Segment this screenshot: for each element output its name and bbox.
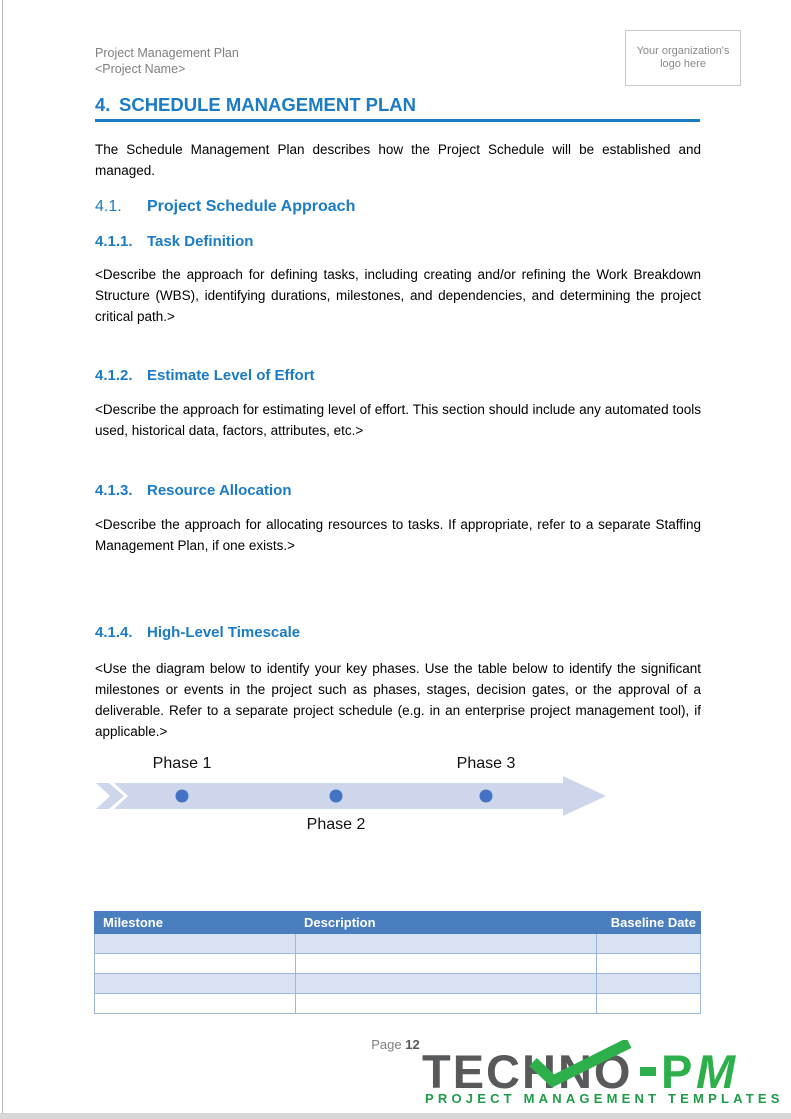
logo-wordmark-gray: TECHNO: [422, 1045, 633, 1092]
page-edge-line: [2, 0, 3, 1119]
timeline-dot: [330, 790, 343, 803]
table-row: [95, 954, 701, 974]
table-row: [95, 934, 701, 954]
heading-title: Task Definition: [147, 233, 254, 250]
heading-title: SCHEDULE MANAGEMENT PLAN: [119, 94, 417, 115]
table-header-milestone: Milestone: [95, 912, 296, 934]
heading-number: 4.1.3.: [95, 482, 133, 499]
subsection-heading-4-1: [95, 197, 355, 217]
logo-letter-p: P: [661, 1045, 693, 1092]
phase-label: Phase 3: [456, 755, 516, 772]
section-heading: [95, 92, 700, 122]
subsection-heading-4-1-3: [95, 481, 291, 500]
heading-number: 4.1.1.: [95, 233, 133, 250]
heading-number: 4.1.4.: [95, 624, 133, 641]
phase-label: Phase 2: [306, 816, 366, 833]
table-cell[interactable]: [597, 954, 701, 974]
table-cell[interactable]: [597, 974, 701, 994]
heading-title: Project Schedule Approach: [147, 198, 356, 215]
page-label: Page: [371, 1037, 402, 1052]
heading-title: Estimate Level of Effort: [147, 367, 315, 384]
table-cell[interactable]: [296, 974, 597, 994]
header-doc-title: Project Management Plan: [95, 46, 239, 60]
body-paragraph: <Use the diagram below to identify your key phases. Use the table below to identify the significant milestones or events in the project such as phases, stages, decision gates, or the approval of a deliverable. Refer to a separate project schedule (e.g. in an enterprise project management tool), if applicable.>: [95, 661, 701, 739]
logo-letter-m: M: [696, 1045, 736, 1092]
table-cell[interactable]: [296, 994, 597, 1014]
timeline-dot: [176, 790, 189, 803]
heading-number: 4.1.2.: [95, 367, 133, 384]
table-cell[interactable]: [597, 994, 701, 1014]
table-row: [95, 974, 701, 994]
milestone-table: [94, 911, 701, 1014]
logo-placeholder-text: Your organization's logo here: [636, 44, 730, 70]
intro-paragraph: The Schedule Management Plan describes how the Project Schedule will be established and managed.: [95, 142, 701, 178]
phase-label: Phase 1: [152, 755, 212, 772]
table-header-baseline-date: Baseline Date: [597, 912, 701, 934]
table-cell[interactable]: [95, 994, 296, 1014]
header-project-name: <Project Name>: [95, 62, 186, 76]
heading-title: Resource Allocation: [147, 482, 292, 499]
subsection-heading-4-1-1: [95, 232, 253, 251]
running-header: [95, 45, 239, 77]
body-paragraph: <Describe the approach for estimating level of effort. This section should include any automated tools used, historical data, factors, attributes, etc.>: [95, 402, 701, 438]
footer-logo: [420, 1040, 780, 1092]
table-row: [95, 994, 701, 1014]
table-cell[interactable]: [95, 954, 296, 974]
subsection-heading-4-1-4: [95, 623, 300, 642]
logo-tagline: PROJECT MANAGEMENT TEMPLATES: [425, 1091, 784, 1106]
table-header-description: Description: [296, 912, 597, 934]
heading-number: 4.1.: [95, 198, 122, 215]
heading-number: 4.: [95, 94, 111, 115]
page-bottom-edge: [0, 1113, 791, 1119]
body-paragraph: <Describe the approach for allocating resources to tasks. If appropriate, refer to a separate Staffing Management Plan, if one exists.>: [95, 517, 701, 553]
heading-title: High-Level Timescale: [147, 624, 301, 641]
body-paragraph: <Describe the approach for defining tasks, including creating and/or refining the Work Breakdown Structure (WBS), identifying durations, milestones, and dependencies, and determining the project critical path.>: [95, 267, 701, 324]
logo-placeholder-box[interactable]: [625, 30, 741, 86]
subsection-heading-4-1-2: [95, 366, 315, 385]
table-cell[interactable]: [296, 934, 597, 954]
table-cell[interactable]: [296, 954, 597, 974]
table-cell[interactable]: [597, 934, 701, 954]
table-cell[interactable]: [95, 974, 296, 994]
timeline-dot: [480, 790, 493, 803]
table-cell[interactable]: [95, 934, 296, 954]
logo-dash: [640, 1067, 656, 1076]
page-number-value: 12: [405, 1037, 420, 1052]
table-header-row: [95, 912, 701, 934]
